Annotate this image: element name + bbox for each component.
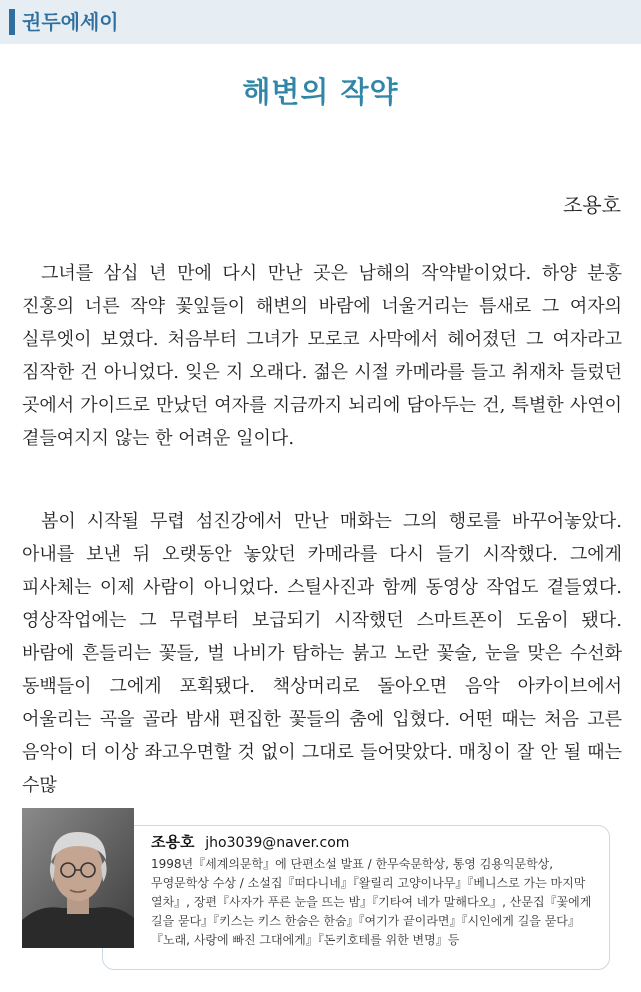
bio-email: jho3039@naver.com	[205, 835, 350, 851]
section-marker-bar	[9, 9, 15, 35]
article-title: 해변의 작약	[242, 75, 399, 109]
bio-header	[151, 832, 349, 853]
bio-name: 조용호	[151, 833, 195, 851]
author-photo	[22, 808, 134, 948]
article-paragraph-1: 그녀를 삼십 년 만에 다시 만난 곳은 남해의 작약밭이었다. 하양 분홍 진홍의 너른 작약 꽃잎들이 해변의 바람에 너울거리는 틈새로 그 여자의 실루엣이 보였다. 처음부터 그녀가 모로코 사막에서 헤어졌던 그 여자라고 짐작한 건 아니었다. 잊은 지 오래다. 젊은 시절 카메라를 들고 취재차 들렀던 곳에서 가이드로 만났던 여자를 지금까지 뇌리에 담아두는 건, 특별한 사연이 곁들여지지 않는 한 어려운 일이다.	[22, 263, 622, 449]
bio-text: 1998년『세계의문학』에 단편소설 발표 / 한무숙문학상, 통영 김용익문학상, 무영문학상 수상 / 소설집『떠다니네』『왈릴리 고양이나무』『베니스로 가는 마지막 열차』, 장편『사자가 푸른 눈을 뜨는 밤』『기타여 네가 말해다오』, 산문집『꽃에게 길을 묻다』『키스는 키스 한숨은 한숨』『여기가 끝이라면』『시인에게 길을 묻다』『노래, 사랑에 빠진 그대에게』『돈키호테를 위한 변명』등	[151, 857, 592, 947]
section-label: 권두에세이	[22, 10, 119, 34]
article-paragraph-2: 봄이 시작될 무렵 섬진강에서 만난 매화는 그의 행로를 바꾸어놓았다. 아내를 보낸 뒤 오랫동안 놓았던 카메라를 다시 들기 시작했다. 그에게 피사체는 이제 사람이 아니었다. 스틸사진과 함께 동영상 작업도 곁들였다. 영상작업에는 그 무렵부터 보급되기 시작했던 스마트폰이 도움이 됐다. 바람에 흔들리는 꽃들, 벌 나비가 탐하는 붉고 노란 꽃술, 눈을 맞은 수선화 동백들이 그에게 포획됐다. 책상머리로 돌아오면 음악 아카이브에서 어울리는 곡을 골라 밤새 편집한 꽃들의 춤에 입혔다. 어떤 때는 처음 고른 음악이 더 이상 좌고우면할 것 없이 그대로 들어맞았다. 매칭이 잘 안 될 때는 수많	[22, 511, 622, 796]
author-portrait-image	[22, 808, 134, 948]
article-author: 조용호	[563, 193, 621, 217]
